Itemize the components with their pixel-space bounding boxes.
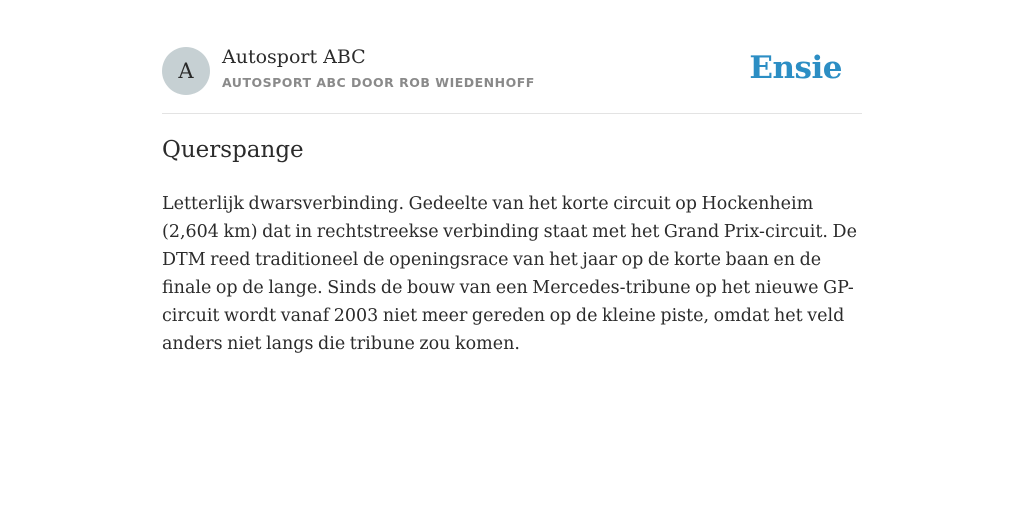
term-title: Querspange <box>162 137 304 163</box>
definition-text: Letterlijk dwarsverbinding. Gedeelte van het korte circuit op Hockenheim (2,604 km) dat in rechtstreekse verbinding staat met het Grand Prix-circuit. De DTM reed traditioneel de openingsrace van het jaar op de korte baan en de finale op de lange. Sinds de bouw van een Mercedes-tribune op het nieuwe GP-circuit wordt vanaf 2003 niet meer gereden op de kleine piste, omdat het veld anders niet langs die tribune zou komen. <box>162 194 857 354</box>
avatar[interactable]: A <box>162 47 210 95</box>
definition-card <box>162 0 862 354</box>
brand-logo[interactable]: Ensie <box>749 50 842 86</box>
card-header <box>162 0 862 114</box>
source-name[interactable]: Autosport ABC <box>222 46 366 68</box>
source-byline: AUTOSPORT ABC DOOR ROB WIEDENHOFF <box>222 75 535 90</box>
